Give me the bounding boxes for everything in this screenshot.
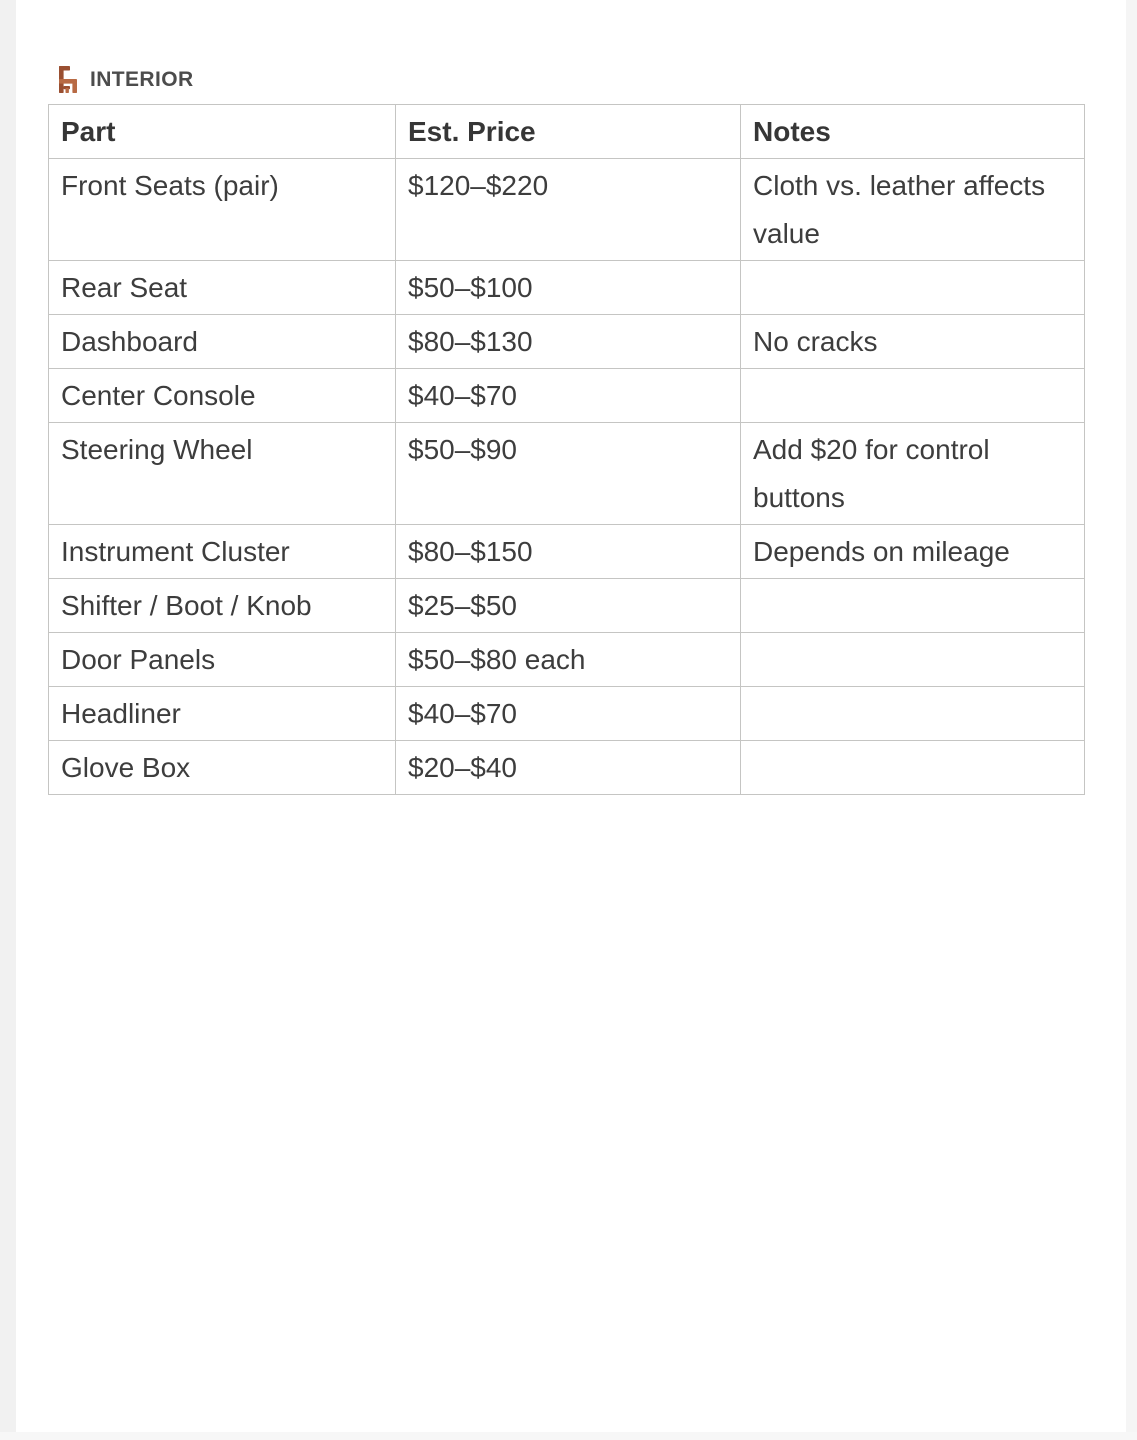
table-row <box>49 369 1085 423</box>
cell-part[interactable]: Steering Wheel <box>49 423 396 525</box>
cell-price[interactable]: $25–$50 <box>396 579 741 633</box>
cell-part[interactable]: Shifter / Boot / Knob <box>49 579 396 633</box>
page-content <box>48 64 1085 795</box>
cell-part[interactable]: Center Console <box>49 369 396 423</box>
cell-notes[interactable] <box>741 741 1085 795</box>
right-edge-strip <box>1126 0 1137 1440</box>
cell-price[interactable]: $50–$90 <box>396 423 741 525</box>
cell-price[interactable]: $40–$70 <box>396 369 741 423</box>
left-edge-strip <box>0 0 16 1440</box>
bottom-edge-strip <box>0 1432 1137 1440</box>
cell-notes[interactable]: Cloth vs. leather affects value <box>741 159 1085 261</box>
table-row <box>49 261 1085 315</box>
cell-part[interactable]: Dashboard <box>49 315 396 369</box>
cell-notes[interactable] <box>741 633 1085 687</box>
table-row <box>49 633 1085 687</box>
cell-part[interactable]: Glove Box <box>49 741 396 795</box>
cell-notes[interactable] <box>741 369 1085 423</box>
cell-part[interactable]: Front Seats (pair) <box>49 159 396 261</box>
table-header-row <box>49 105 1085 159</box>
interior-parts-table <box>48 104 1085 795</box>
cell-notes[interactable] <box>741 579 1085 633</box>
section-title: INTERIOR <box>90 67 194 91</box>
table-row <box>49 579 1085 633</box>
cell-price[interactable]: $40–$70 <box>396 687 741 741</box>
cell-notes[interactable]: No cracks <box>741 315 1085 369</box>
column-header-price[interactable]: Est. Price <box>396 105 741 159</box>
column-header-part[interactable]: Part <box>49 105 396 159</box>
cell-part[interactable]: Rear Seat <box>49 261 396 315</box>
cell-price[interactable]: $20–$40 <box>396 741 741 795</box>
table-row <box>49 315 1085 369</box>
cell-price[interactable]: $50–$80 each <box>396 633 741 687</box>
cell-price[interactable]: $120–$220 <box>396 159 741 261</box>
column-header-notes[interactable]: Notes <box>741 105 1085 159</box>
table-row <box>49 525 1085 579</box>
cell-part[interactable]: Instrument Cluster <box>49 525 396 579</box>
table-row <box>49 687 1085 741</box>
cell-notes[interactable]: Depends on mileage <box>741 525 1085 579</box>
table-row <box>49 159 1085 261</box>
cell-notes[interactable] <box>741 261 1085 315</box>
cell-part[interactable]: Headliner <box>49 687 396 741</box>
cell-notes[interactable]: Add $20 for control buttons <box>741 423 1085 525</box>
chair-icon <box>57 65 79 95</box>
cell-price[interactable]: $50–$100 <box>396 261 741 315</box>
section-heading[interactable] <box>57 64 1085 95</box>
table-row <box>49 741 1085 795</box>
table-row <box>49 423 1085 525</box>
cell-notes[interactable] <box>741 687 1085 741</box>
cell-price[interactable]: $80–$130 <box>396 315 741 369</box>
cell-price[interactable]: $80–$150 <box>396 525 741 579</box>
cell-part[interactable]: Door Panels <box>49 633 396 687</box>
